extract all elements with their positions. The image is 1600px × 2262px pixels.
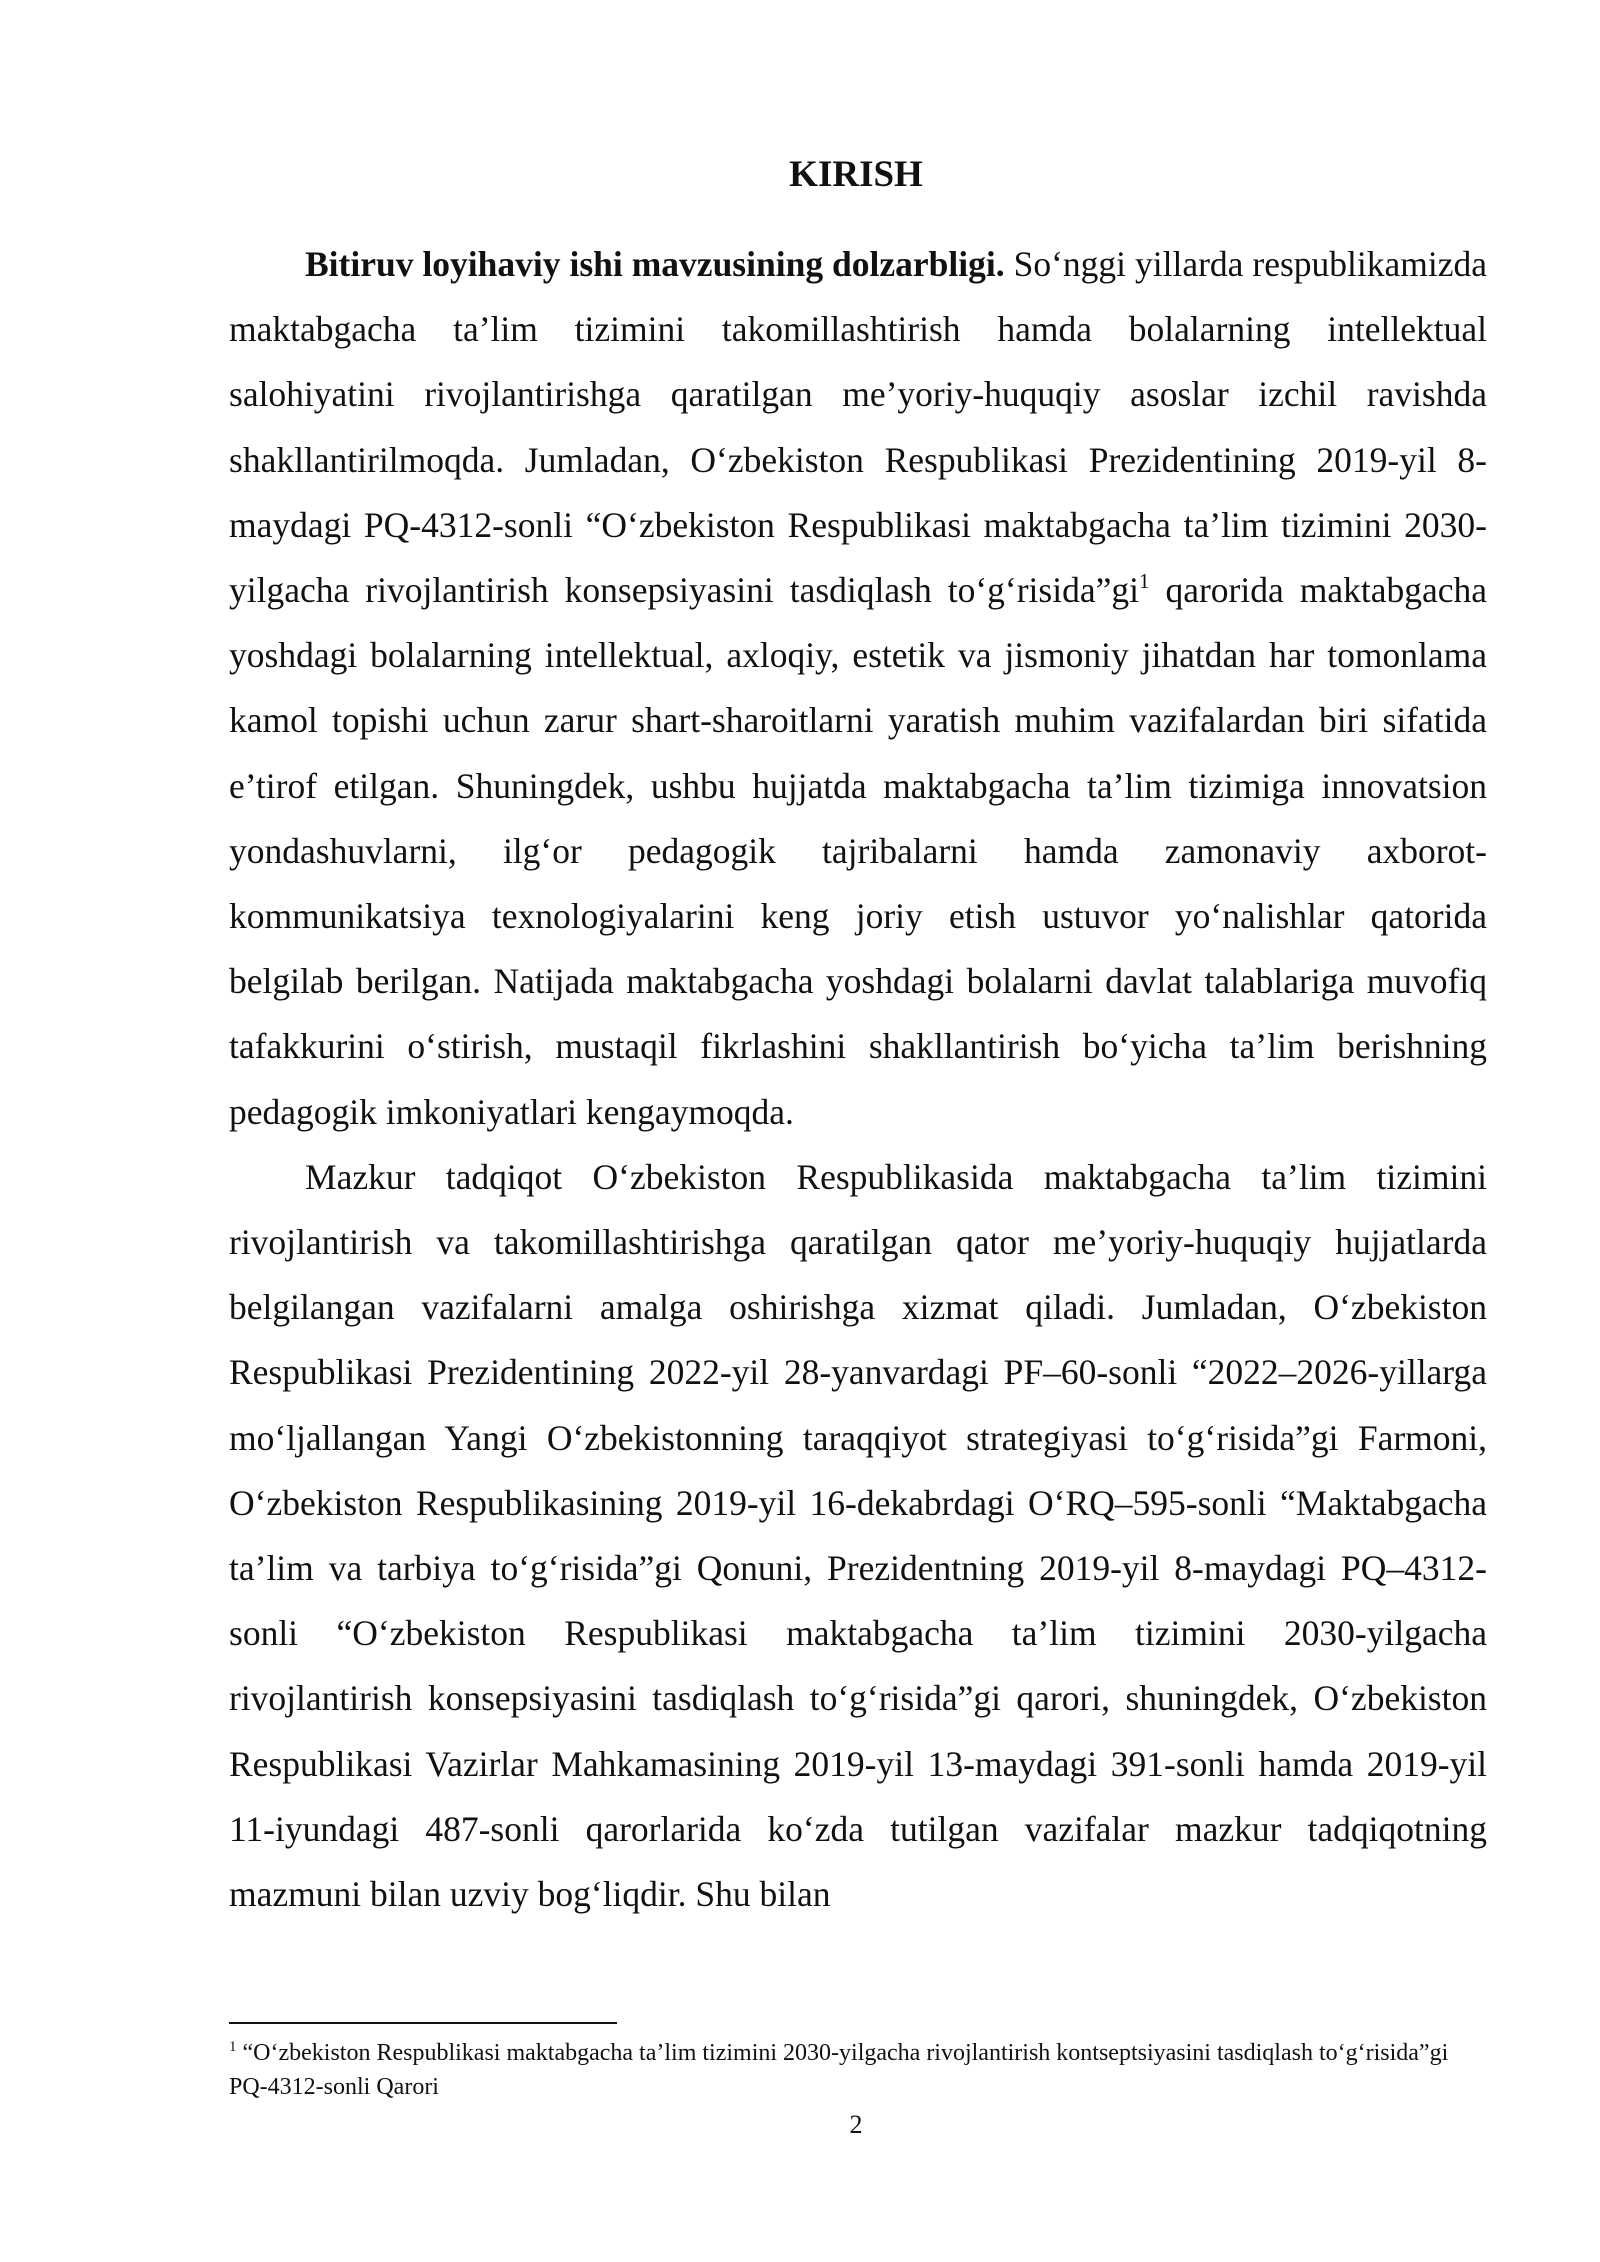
body-text <box>229 232 1487 1927</box>
paragraph-2-text: Mazkur tadqiqot O‘zbekiston Respublikasida maktabgacha ta’lim tizimini rivojlantirish va takomillashtirishga qaratilgan qator me’yoriy-huquqiy hujjatlarda belgilangan vazifalarni amalga oshirishga xizmat qiladi. Jumladan, O‘zbekiston Respublikasi Prezidentining 2022-yil 28-yanvardagi PF–60-sonli “2022–2026-yillarga mo‘ljallangan Yangi O‘zbekistonning taraqqiyot strategiyasi to‘g‘risida”gi Farmoni, O‘zbekiston Respublikasining 2019-yil 16-dekabrdagi O‘RQ–595-sonli “Maktabgacha ta’lim va tarbiya to‘g‘risida”gi Qonuni, Prezidentning 2019-yil 8-maydagi PQ–4312-sonli “O‘zbekiston Respublikasi maktabgacha ta’lim tizimini 2030-yilgacha rivojlantirish konsepsiyasini tasdiqlash to‘g‘risida”gi qarori, shuningdek, O‘zbekiston Respublikasi Vazirlar Mahkamasining 2019-yil 13-maydagi 391-sonli hamda 2019-yil 11-iyundagi 487-sonli qarorlarida ko‘zda tutilgan vazifalar mazkur tadqiqotning mazmuni bilan uzviy bog‘liqdir. Shu bilan <box>229 1156 1487 1915</box>
paragraph-1-text-continued: qarorida maktabgacha yoshdagi bolalarning intellektual, axloqiy, estetik va jismoniy jihatdan har tomonlama kamol topishi uchun zarur shart-sharoitlarni yaratish muhim vazifalardan biri sifatida e’tirof etilgan. Shuningdek, ushbu hujjatda maktabgacha ta’lim tizimiga innovatsion yondashuvlarni, ilg‘or pedagogik tajribalarni hamda zamonaviy axborot-kommunikatsiya texnologiyalarini keng joriy etish ustuvor yo‘nalishlar qatorida belgilab berilgan. Natijada maktabgacha yoshdagi bolalarni davlat talablariga muvofiq tafakkurini o‘stirish, mustaqil fikrlashini shakllantirish bo‘yicha ta’lim berishning pedagogik imkoniyatlari kengaymoqda. <box>229 570 1487 1132</box>
paragraph-1-text: So‘nggi yillarda respublikamizda maktabgacha ta’lim tizimini takomillashtirish hamda bolalarning intellektual salohiyatini rivojlantirishga qaratilgan me’yoriy-huquqiy asoslar izchil ravishda shakllantirilmoqda. Jumladan, O‘zbekiston Respublikasi Prezidentining 2019-yil 8-maydagi PQ-4312-sonli “O‘zbekiston Respublikasi maktabgacha ta’lim tizimini 2030-yilgacha rivojlantirish konsepsiyasini tasdiqlash to‘g‘risida”gi <box>229 244 1488 611</box>
footnote-reference: 1 <box>1138 569 1150 594</box>
footnote-text: “O‘zbekiston Respublikasi maktabgacha ta’lim tizimini 2030-yilgacha rivojlantirish kontseptsiyasini tasdiqlash to‘g‘risida”gi PQ-4312-sonli Qarori <box>229 2040 1449 2100</box>
footnote-marker: 1 <box>229 2039 237 2055</box>
page-number: 2 <box>849 2110 863 2139</box>
paragraph-2 <box>229 1145 1487 1927</box>
footnote-separator <box>229 2022 617 2024</box>
footnote <box>229 2036 1487 2104</box>
paragraph-1 <box>229 232 1487 1145</box>
paragraph-1-lead: Bitiruv loyihaviy ishi mavzusining dolzarbligi. <box>305 244 1005 284</box>
section-heading: KIRISH <box>789 154 923 195</box>
